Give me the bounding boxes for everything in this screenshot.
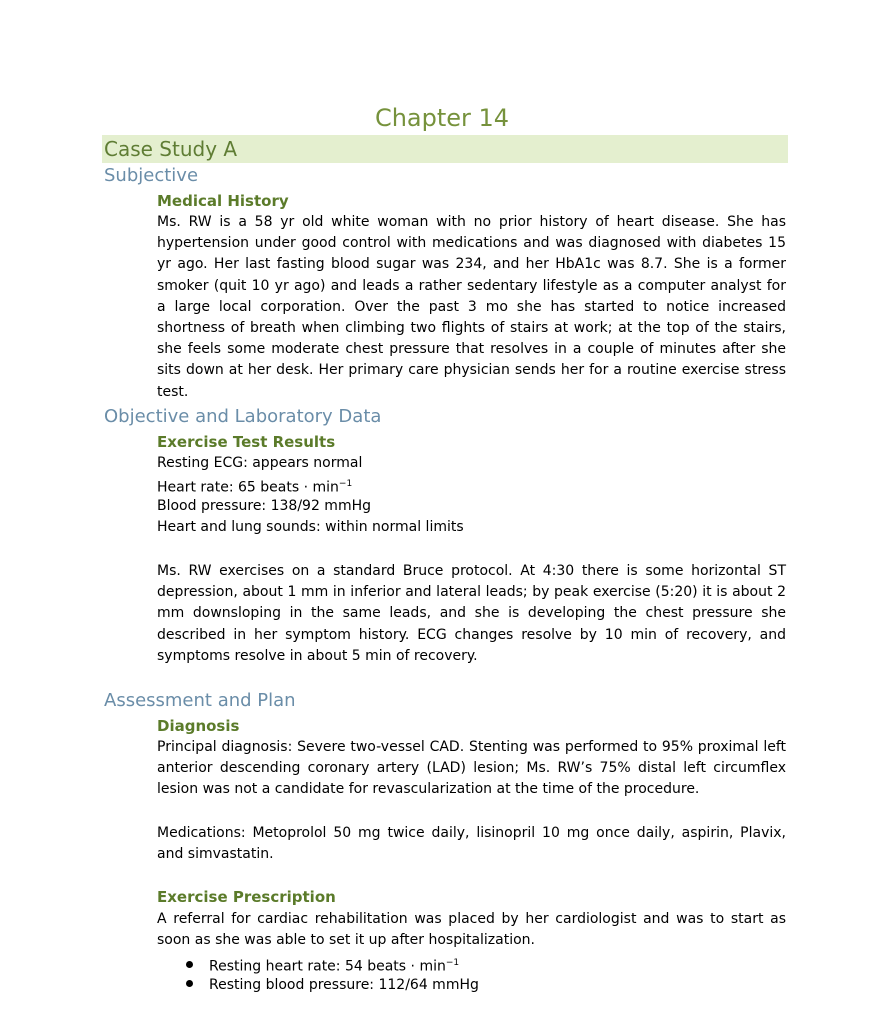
medical-history-heading: Medical History xyxy=(157,192,289,210)
bullet-exponent: −1 xyxy=(445,958,460,968)
heart-lung-sounds: Heart and lung sounds: within normal limits xyxy=(157,519,464,535)
exercise-prescription-heading: Exercise Prescription xyxy=(157,888,336,906)
bullet-text: Resting heart rate: 54 beats · min xyxy=(209,958,446,975)
diagnosis-heading: Diagnosis xyxy=(157,717,240,735)
diagnosis-text: Principal diagnosis: Severe two-vessel CAD. Stenting was performed to 95% proximal left anterior descending coronary artery (LAD) lesion; Ms. RW’s 75% distal left circumflex lesion was not a candidate for revascularization at the time of the procedure. xyxy=(157,739,786,798)
exercise-narrative: Ms. RW exercises on a standard Bruce protocol. At 4:30 there is some horizontal ST depression, about 1 mm in inferior and lateral leads; by peak exercise (5:20) it is about 2 mm downsloping in the same leads, and she is developing the chest pressure she described in her symptom history. ECG changes resolve by 10 min of recovery, and symptoms resolve in about 5 min of recovery. xyxy=(157,563,786,664)
bullet-icon xyxy=(186,961,193,968)
resting-ecg: Resting ECG: appears normal xyxy=(157,455,363,471)
heart-rate-unit-exponent: −1 xyxy=(338,479,353,489)
objective-heading: Objective and Laboratory Data xyxy=(104,406,382,427)
list-item xyxy=(186,974,479,996)
prescription-text: A referral for cardiac rehabilitation was placed by her cardiologist and was to start as soon as she was able to set it up after hospitalization. xyxy=(157,911,786,949)
heart-rate-text: Heart rate: 65 beats · min xyxy=(157,479,339,496)
case-study-title: Case Study A xyxy=(104,137,238,161)
medical-history-text: Ms. RW is a 58 yr old white woman with no prior history of heart disease. She has hypertension under good control with medications and was diagnosed with diabetes 15 yr ago. Her last fasting blood sugar was 234, and her HbA1c was 8.7. She is a former smoker (quit 10 yr ago) and leads a rather sedentary lifestyle as a computer analyst for a large local corporation. Over the past 3 mo she has started to notice increased shortness of breath when climbing two flights of stairs at work; at the top of the stairs, she feels some moderate chest pressure that resolves in a couple of minutes after she sits down at her desk. Her primary care physician sends her for a routine exercise stress test. xyxy=(157,214,786,400)
medications-text: Medications: Metoprolol 50 mg twice daily, lisinopril 10 mg once daily, aspirin, Plavix, and simvastatin. xyxy=(157,825,786,863)
heart-rate xyxy=(157,474,352,499)
blood-pressure: Blood pressure: 138/92 mmHg xyxy=(157,498,371,514)
chapter-title: Chapter 14 xyxy=(374,104,510,132)
subjective-heading: Subjective xyxy=(104,165,199,186)
bullet-icon xyxy=(186,980,193,987)
case-study-banner xyxy=(102,135,788,163)
exercise-test-results-heading: Exercise Test Results xyxy=(157,433,336,451)
bullet-text: Resting blood pressure: 112/64 mmHg xyxy=(209,977,479,993)
assessment-heading: Assessment and Plan xyxy=(104,690,296,711)
